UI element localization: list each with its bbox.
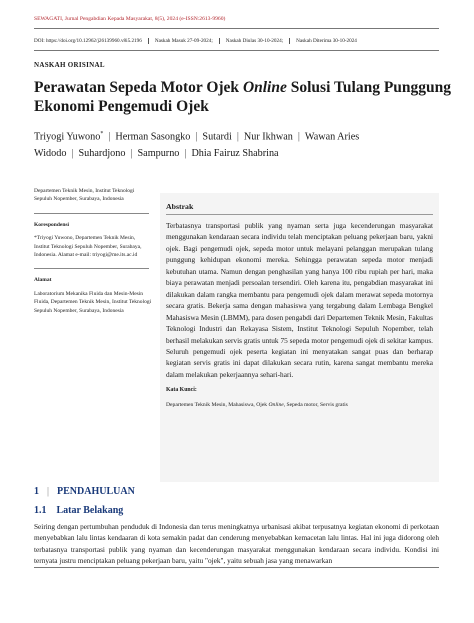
keywords-text [166, 402, 433, 408]
title-italic: Online [242, 79, 287, 96]
author-separator: | [108, 131, 111, 143]
author: Suhardjono [78, 148, 126, 160]
author: Triyogi Yuwono [34, 131, 101, 143]
author-list [34, 126, 449, 162]
correspondence-text: *Triyogi Yuwono, Departemen Teknik Mesin, Institut Teknologi Sepuluh Nopember, Surabaya, Indonesia. Alamat e-mail: triyogi@me.its.ac.id [34, 235, 142, 259]
abstract-divider [166, 214, 433, 215]
reviewed-date: Naskah Diulas 30-10-2024; [219, 38, 289, 44]
abstract-text: Terbatasnya transportasi publik yang nyaman serta juga kecenderungan masyarakat menggunakan kendaraan secara individu telah menciptakan peluang pekerjaan baru, yakni ojek. Bagi pengemudi ojek, sepeda motor untuk melayani pelanggan merupakan tulang punggung kehidupan ekonomi mereka. Sehingga perawatan sepeda motor menjadi kebutuhan utama. Namun dengan penghasilan yang hanya 100 ribu rupiah per hari, maka biaya perawatan menjadi persoalan tersendiri. Oleh karena itu, pengabdian masyarakat ini dilakukan dalam rangka membantu para pengemudi ojek dalam merawat sepeda motornya secara gratis. Bekerja sama dengan mahasiswa yang tergabung dalam Lembaga Bengkel Mahasiswa Mesin (LBMM), para dosen pengabdi dari Departemen Teknik Mesin, Fakultas Teknologi Industri dan Rekayasa Sistem, Institut Teknologi Sepuluh Nopember, telah berhasil melakukan servis gratis untuk 75 sepeda motor pengemudi ojek di sekitar kampus. Seluruh pengemudi ojek peserta kegiatan ini menyatakan sangat puas dan berharap kegiatan servis gratis ini dapat dilakukan secara rutin, karena sangat membantu mereka dalam melakukan pekerjaannya sehari-hari. [166, 221, 433, 379]
address-heading: Alamat [34, 277, 52, 284]
header-divider-bottom [34, 50, 439, 51]
section-title: PENDAHULUAN [57, 486, 135, 497]
author-separator: | [130, 148, 133, 160]
section-bar: | [47, 486, 50, 497]
section-heading [34, 486, 135, 497]
doi-text[interactable]: DOI: https://doi.org/10.12962/j26139960.v8i5.2196 [34, 38, 142, 44]
sidebar-divider [34, 268, 149, 269]
article-type-label: NASKAH ORISINAL [34, 61, 105, 69]
subsection-heading [34, 505, 123, 516]
address-text: Laboratorium Mekanika Fluida dan Mesin-Mesin Fluida, Departemen Teknik Mesin, Institut Teknologi Sepuluh Nopember, Surabaya, Indonesia [34, 290, 152, 314]
keywords-part-2: , Sepeda motor, Servis gratis [283, 402, 348, 408]
received-date: Naskah Masuk 27-09-2024; [148, 38, 219, 44]
body-paragraph: Seiring dengan pertumbuhan penduduk di Indonesia dan terus meningkatnya urbanisasi akibat terpusatnya kegiatan ekonomi di perkotaan menyebabkan lalu lintas kendaaran di kota semakin padat dan cenderung menyebabkan kemacetan lalu lintas. Hal ini juga didorong oleh terbatasnya transportasi publik yang nyaman dan kecenderungan masyarakat menggunakan kendaraan secara individu. Kondisi ini ternyata justru menciptakan peluang pekerjaan baru, yaitu "ojek", yaitu sebuah jasa yang menawarkan [34, 522, 439, 565]
author-separator: | [297, 131, 300, 143]
sidebar-divider [34, 213, 149, 214]
author: Nur Ikhwan [243, 131, 293, 143]
author-separator: | [71, 148, 74, 160]
header-divider-top [34, 28, 439, 29]
article-title [34, 78, 454, 116]
author: Herman Sasongko [115, 131, 191, 143]
subsection-title: Latar Belakang [56, 505, 124, 516]
article-meta [34, 38, 439, 44]
title-part-2: Solusi Tulang Punggung Ekonomi Pengemudi Ojek [34, 79, 452, 115]
author-separator: | [236, 131, 239, 143]
section-number: 1 [34, 486, 39, 497]
keywords-part-1: Departemen Teknik Mesin, Mahasiswa, Ojek [166, 402, 269, 408]
accepted-date: Naskah Diterima 30-10-2024 [289, 38, 363, 44]
sidebar [34, 187, 152, 315]
author-separator: | [195, 131, 198, 143]
keywords-italic: Online [268, 402, 284, 408]
corresponding-mark: * [100, 131, 104, 137]
author: Dhia Fairuz Shabrina [191, 148, 279, 160]
title-part-1: Perawatan Sepeda Motor Ojek [34, 79, 243, 96]
subsection-number: 1.1 [34, 505, 47, 516]
author: Sutardi [202, 131, 232, 143]
affiliation-text: Departemen Teknik Mesin, Institut Teknologi Sepuluh Nopember, Surabaya, Indonesia [34, 188, 135, 203]
author: Wawan Aries Widodo [34, 131, 360, 160]
author-separator: | [184, 148, 187, 160]
keywords-heading: Kata Kunci: [166, 387, 197, 393]
page-divider [34, 567, 439, 568]
journal-header: SEWAGATI, Jurnal Pengabdian Kepada Masyarakat, 8(5), 2024 (e-ISSN:2613-9960) [34, 16, 226, 22]
author: Sampurno [137, 148, 180, 160]
correspondence-heading: Korespondensi [34, 221, 70, 228]
abstract-heading: Abstrak [166, 202, 194, 211]
